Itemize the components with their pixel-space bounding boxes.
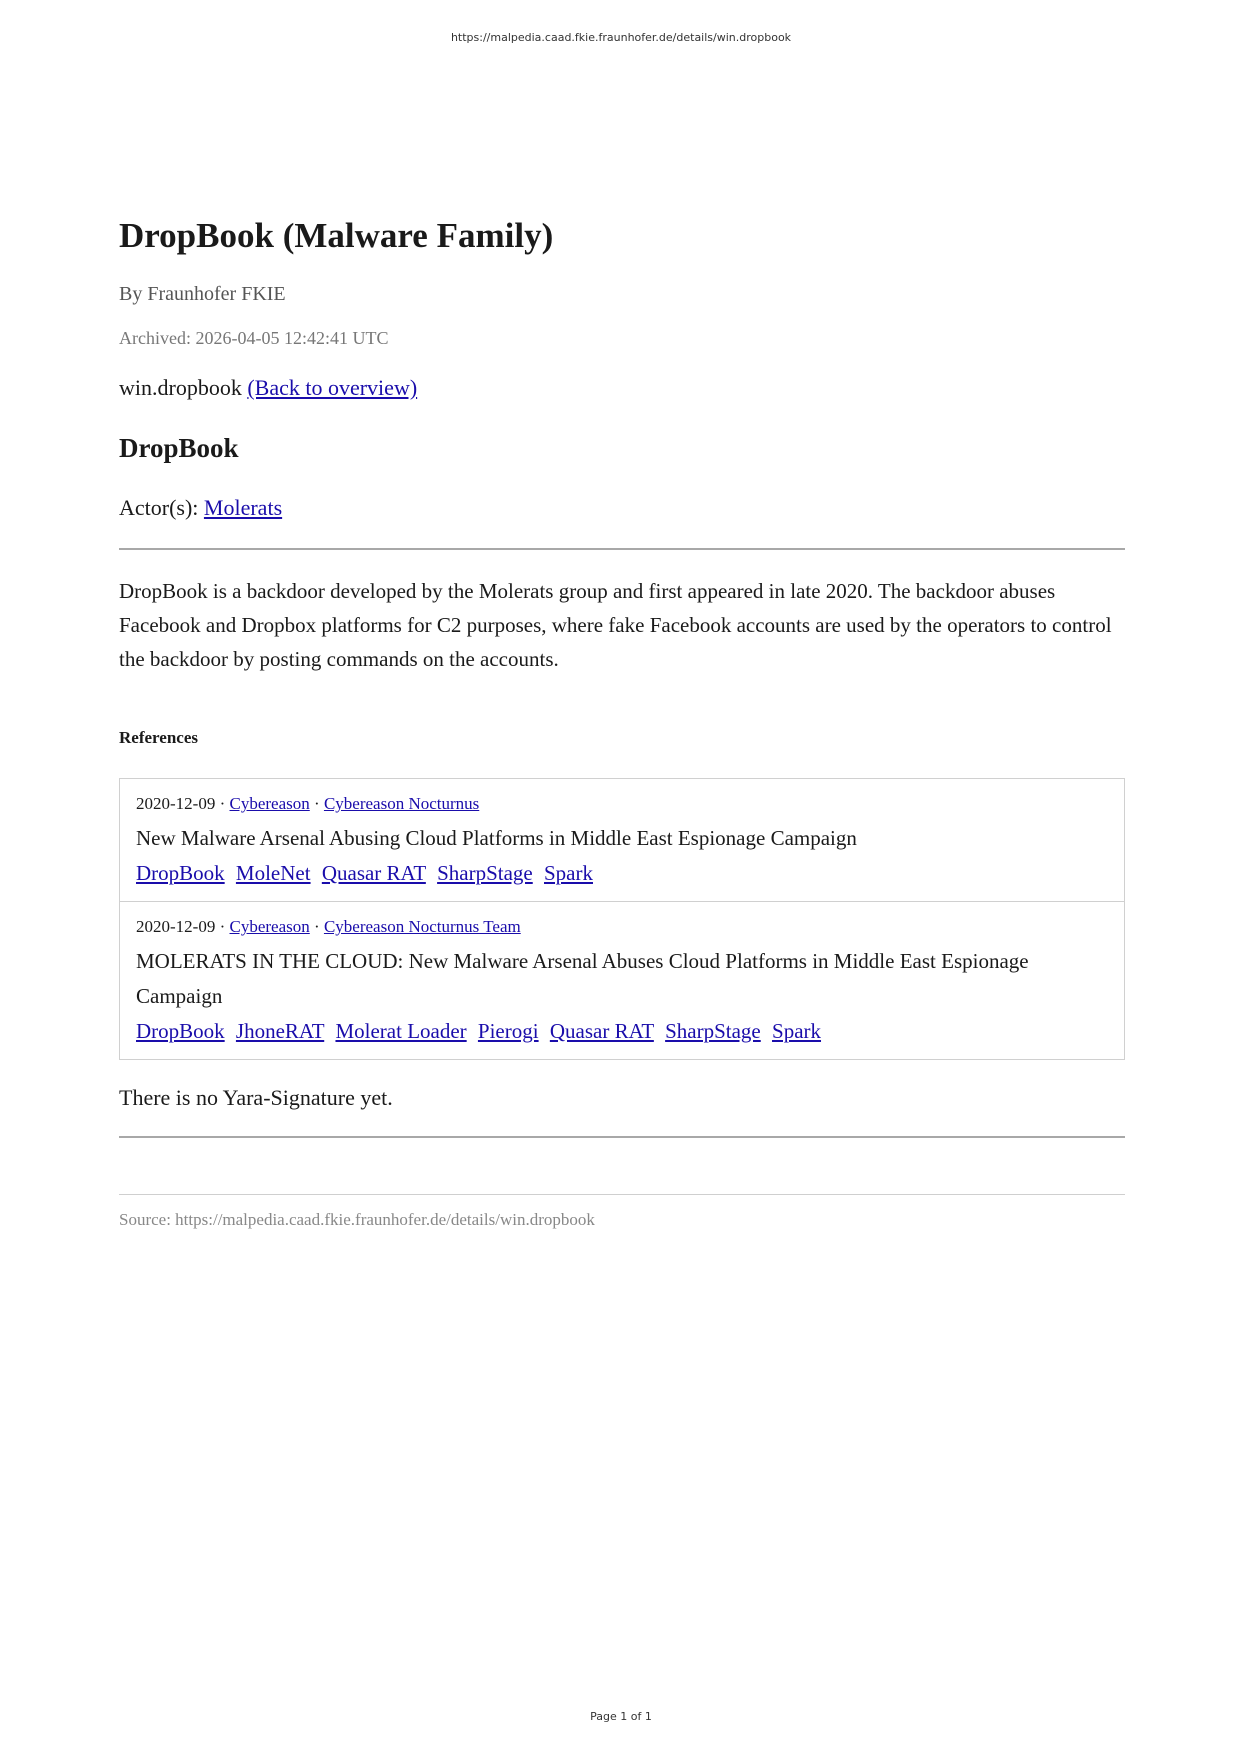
family-link[interactable]: Pierogi <box>477 1019 539 1043</box>
separator: · <box>219 917 226 936</box>
reference-title: MOLERATS IN THE CLOUD: New Malware Arsenal Abuses Cloud Platforms in Middle East Espionage Campaign <box>136 949 1029 1008</box>
reference-date: 2020-12-09 <box>136 794 216 813</box>
family-id: win.dropbook <box>119 375 242 400</box>
family-name-heading: DropBook <box>119 433 239 463</box>
references-heading: References <box>119 728 198 747</box>
reference-author-link[interactable]: Cybereason Nocturnus <box>323 794 480 813</box>
family-link[interactable]: SharpStage <box>665 1019 761 1043</box>
reference-meta <box>136 791 1108 817</box>
divider <box>119 1194 1125 1195</box>
page-number: Page 1 of 1 <box>590 1710 652 1723</box>
archived-timestamp: Archived: 2026-04-05 12:42:41 UTC <box>119 328 389 348</box>
actors-line <box>119 492 1125 524</box>
family-link[interactable]: DropBook <box>136 861 225 885</box>
source-line: Source: https://malpedia.caad.fkie.fraunhofer.de/details/win.dropbook <box>119 1210 595 1229</box>
back-to-overview-link[interactable]: (Back to overview) <box>247 375 418 400</box>
family-id-line <box>119 372 1125 404</box>
family-link[interactable]: JhoneRAT <box>235 1019 325 1043</box>
reference-row <box>120 779 1124 901</box>
references-table <box>119 778 1125 1060</box>
document-content <box>119 208 1125 1233</box>
divider <box>119 1136 1125 1138</box>
separator: · <box>314 794 320 813</box>
family-link[interactable]: Molerat Loader <box>335 1019 467 1043</box>
family-link[interactable]: Spark <box>544 861 593 885</box>
byline: By Fraunhofer FKIE <box>119 283 286 305</box>
reference-row <box>120 901 1124 1059</box>
family-link[interactable]: Quasar RAT <box>321 861 426 885</box>
reference-families <box>136 856 1108 891</box>
reference-meta <box>136 914 1108 940</box>
separator: · <box>219 794 226 813</box>
family-link[interactable]: DropBook <box>136 1019 225 1043</box>
actors-label: Actor(s): <box>119 495 199 520</box>
reference-org-link[interactable]: Cybereason <box>229 917 310 936</box>
family-link[interactable]: Quasar RAT <box>549 1019 654 1043</box>
no-yara-signature: There is no Yara-Signature yet. <box>119 1085 393 1110</box>
header-url: https://malpedia.caad.fkie.fraunhofer.de/details/win.dropbook <box>450 31 792 44</box>
divider <box>119 548 1125 550</box>
family-description: DropBook is a backdoor developed by the Molerats group and first appeared in late 2020. The backdoor abuses Facebook and Dropbox platforms for C2 purposes, where fake Facebook accounts are used by the operators to control the backdoor by posting commands on the accounts. <box>119 579 1112 671</box>
reference-families <box>136 1014 1108 1049</box>
actor-link-molerats[interactable]: Molerats <box>203 495 283 520</box>
reference-org-link[interactable]: Cybereason <box>229 794 310 813</box>
page-title: DropBook (Malware Family) <box>119 216 554 255</box>
reference-title: New Malware Arsenal Abusing Cloud Platforms in Middle East Espionage Campaign <box>136 826 857 850</box>
family-link[interactable]: MoleNet <box>235 861 311 885</box>
reference-author-link[interactable]: Cybereason Nocturnus Team <box>323 917 521 936</box>
reference-date: 2020-12-09 <box>136 917 216 936</box>
family-link[interactable]: Spark <box>772 1019 822 1043</box>
separator: · <box>314 917 320 936</box>
family-link[interactable]: SharpStage <box>437 861 533 885</box>
